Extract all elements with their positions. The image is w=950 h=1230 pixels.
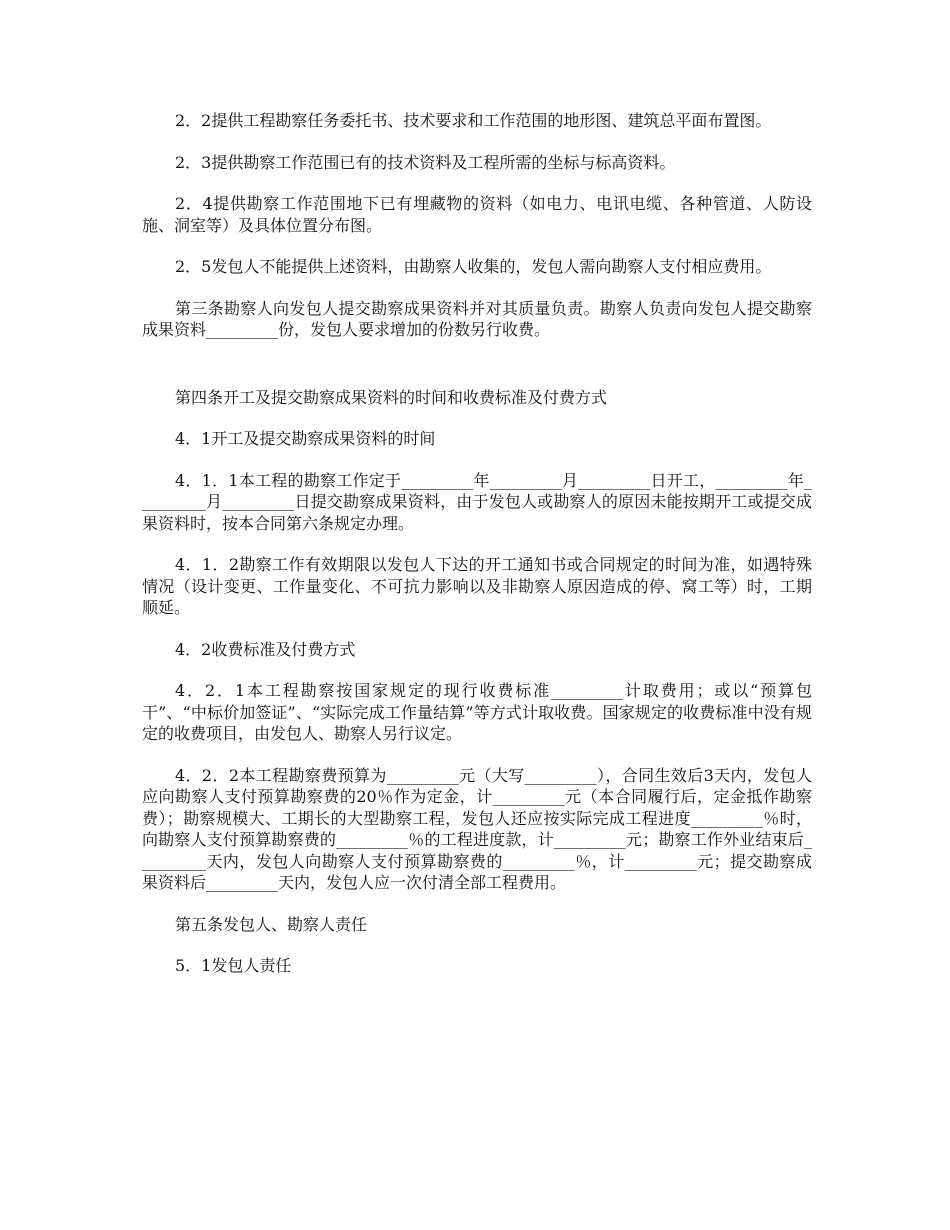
article-4-heading: 第四条开工及提交勘察成果资料的时间和收费标准及付费方式	[175, 387, 608, 407]
paragraph-4-1: 4．1开工及提交勘察成果资料的时间	[175, 429, 436, 448]
document-page	[142, 110, 812, 997]
article-3: 第三条勘察人向发包人提交勘察成果资料并对其质量负责。勘察人负责向发包人提交勘察成果资料_________份，发包人要求增加的份数另行收费。	[142, 298, 812, 339]
paragraph-5-1: 5．1发包人责任	[175, 956, 292, 975]
article-5-heading: 第五条发包人、勘察人责任	[175, 914, 368, 934]
paragraph-4-2-2: 4．2．2本工程勘察费预算为_________元（大写_________），合同生效后3天内，发包人应向勘察人支付预算勘察费的20％作为定金，计_________元（本合同履行后，定金抵作勘察费）；勘察规模大、工期长的大型勘察工程，发包人还应按实际完成工程进度_________％时，向勘察人支付预算勘察费的_________％的工程进度款，计_________元；勘察工作外业结束后_________天内，发包人向勘察人支付预算勘察费的_________％，计_________元；提交勘察成果资料后_________天内，发包人应一次付清全部工程费用。	[142, 765, 812, 892]
paragraph-2-5: 2．5发包人不能提供上述资料，由勘察人收集的，发包人需向勘察人支付相应费用。	[175, 257, 772, 276]
paragraph-4-1-2: 4．1．2勘察工作有效期限以发包人下达的开工通知书或合同规定的时间为准，如遇特殊情况（设计变更、工作量变化、不可抗力影响以及非勘察人原因造成的停、窝工等）时，工期顺延。	[142, 555, 812, 617]
paragraph-2-4: 2．4提供勘察工作范围地下已有埋藏物的资料（如电力、电讯电缆、各种管道、人防设施、洞室等）及具体位置分布图。	[142, 194, 812, 235]
paragraph-4-2: 4．2收费标准及付费方式	[175, 639, 356, 659]
paragraph-2-3: 2．3提供勘察工作范围已有的技术资料及工程所需的坐标与标高资料。	[175, 152, 676, 172]
paragraph-4-1-1: 4．1．1本工程的勘察工作定于_________年_________月_________日开工，_________年_________月_________日提交勘察成果资料，由于发包人或勘察人的原因未能按期开工或提交成果资料时，按本合同第六条规定办理。	[142, 470, 812, 533]
paragraph-4-2-1: 4．2．1本工程勘察按国家规定的现行收费标准_________计取费用；或以“预算包干”、“中标价加签证”、“实际完成工作量结算”等方式计取收费。国家规定的收费标准中没有规定的收费项目，由发包人、勘察人另行议定。	[142, 681, 812, 743]
paragraph-2-2: 2．2提供工程勘察任务委托书、技术要求和工作范围的地形图、建筑总平面布置图。	[175, 111, 772, 130]
